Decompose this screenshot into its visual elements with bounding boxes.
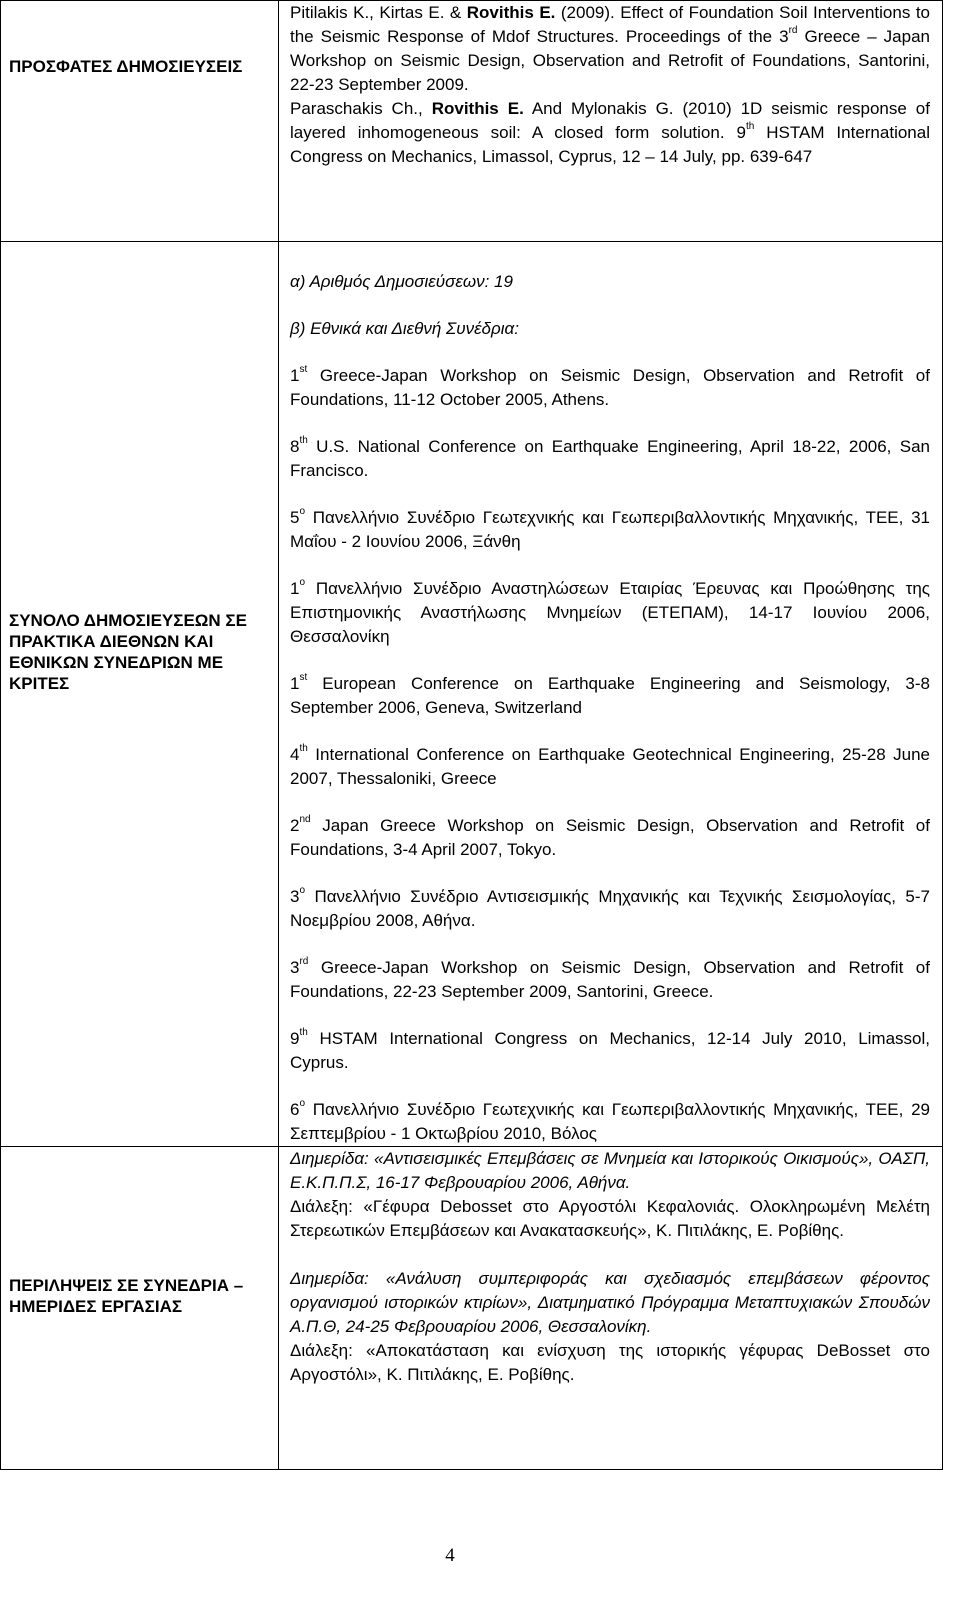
conference-text: Πανελλήνιο Συνέδριο Γεωτεχνικής και Γεωπεριβαλλοντικής Μηχανικής, ΤΕΕ, 29 Σεπτεμβρίου - 1 Οκτωβρίου 2010, Βόλος — [290, 1100, 930, 1143]
entry-authors: Paraschakis Ch., — [290, 99, 432, 118]
conference-text: Greece-Japan Workshop on Seismic Design, Observation and Retrofit of Foundations, 11-12 October 2005, Athens. — [290, 366, 930, 409]
conference-ordinal: 2 — [290, 816, 300, 835]
conference-ordinal: 3 — [290, 958, 300, 977]
conference-item — [290, 1098, 930, 1146]
conference-text: Πανελλήνιο Συνέδριο Γεωτεχνικής και Γεωπεριβαλλοντικής Μηχανικής, ΤΕΕ, 31 Μαΐου - 2 Ιουνίου 2006, Ξάνθη — [290, 508, 930, 551]
workshop-entry: Διημερίδα: «Ανάλυση συμπεριφοράς και σχεδιασμός επεμβάσεων φέροντος οργανισμού ιστορικών κτιρίων», Διατμηματικό Πρόγραμμα Μεταπτυχιακών Σπουδών Α.Π.Θ, 24-25 Φεβρουαρίου 2006, Θεσσαλονίκη. — [290, 1269, 930, 1336]
conference-item — [290, 506, 930, 554]
abstracts-label: ΠΕΡΙΛΗΨΕΙΣ ΣΕ ΣΥΝΕΔΡΙΑ – ΗΜΕΡΙΔΕΣ ΕΡΓΑΣΙΑΣ — [9, 1276, 244, 1316]
conference-ordinal: 5 — [290, 508, 300, 527]
conference-item — [290, 885, 930, 933]
conference-ordinal: 1 — [290, 579, 300, 598]
conference-ordinal-suffix: rd — [299, 956, 309, 968]
entry-authors: Pitilakis K., Kirtas E. & — [290, 3, 467, 22]
conference-item — [290, 743, 930, 791]
conference-ordinal: 3 — [290, 887, 300, 906]
entry-text: (2009). Effect of Foundation Soil Interventions to the Seismic Response of Mdof Structures. Proceedings of the 3 — [290, 3, 930, 46]
conference-ordinal-suffix: ο — [299, 1098, 306, 1110]
lecture-entry: Διάλεξη: «Αποκατάσταση και ενίσχυση της ιστορικής γέφυρας DeBosset στο Αργοστόλι», Κ. Πιτιλάκης, Ε. Ροβίθης. — [290, 1341, 930, 1384]
entry-text: And Mylonakis G. (2010) 1D seismic response of layered inhomogeneous soil: A closed form solution. 9 — [290, 99, 930, 142]
conference-item — [290, 956, 930, 1004]
conference-item — [290, 364, 930, 412]
conference-ordinal-suffix: th — [299, 743, 308, 755]
entry-text: Greece – Japan Workshop on Seismic Design, Observation and Retrofit of Foundations, Santorini, 22-23 September 2009. — [290, 27, 930, 94]
entry-text: HSTAM International Congress on Mechanics, Limassol, Cyprus, 12 – 14 July, pp. 639-647 — [290, 123, 930, 166]
conference-ordinal: 8 — [290, 437, 300, 456]
conference-ordinal-suffix: th — [299, 1027, 308, 1039]
conference-ordinal: 9 — [290, 1029, 300, 1048]
conference-text: Πανελλήνιο Συνέδριο Αντισεισμικής Μηχανικής και Τεχνικής Σεισμολογίας, 5-7 Νοεμβρίου 2008, Αθήνα. — [290, 887, 930, 930]
abstracts-row — [1, 1147, 943, 1470]
conferences-row — [1, 242, 943, 1147]
conference-ordinal-suffix: ο — [299, 506, 306, 518]
conference-text: Japan Greece Workshop on Seismic Design, Observation and Retrofit of Foundations, 3-4 April 2007, Tokyo. — [290, 816, 930, 859]
publication-entry — [290, 97, 930, 169]
conference-text: International Conference on Earthquake Geotechnical Engineering, 25-28 June 2007, Thessaloniki, Greece — [290, 745, 930, 788]
conference-text: Πανελλήνιο Συνέδριο Αναστηλώσεων Εταιρίας Έρευνας και Προώθησης της Επιστημονικής Αναστήλωσης Μνημείων (ΕΤΕΠΑΜ), 14-17 Ιουνίου 2006, Θεσσαλονίκη — [290, 579, 930, 646]
conference-item — [290, 577, 930, 649]
abstracts-label-cell — [1, 1147, 279, 1470]
conference-ordinal-suffix: nd — [299, 814, 311, 826]
conferences-label-cell — [1, 242, 279, 1147]
publications-count — [290, 270, 930, 294]
conferences-subheading: β) Εθνικά και Διεθνή Συνέδρια: — [290, 319, 519, 338]
conference-text: European Conference on Earthquake Engineering and Seismology, 3-8 September 2006, Geneva, Switzerland — [290, 674, 930, 717]
conference-ordinal-suffix: ο — [299, 577, 306, 589]
conference-ordinal: 1 — [290, 674, 300, 693]
conference-ordinal: 4 — [290, 745, 300, 764]
conference-item — [290, 672, 930, 720]
conference-ordinal: 6 — [290, 1100, 300, 1119]
entry-superscript: th — [745, 121, 755, 133]
conference-item — [290, 1027, 930, 1075]
recent-publications-label: ΠΡΟΣΦΑΤΕΣ ΔΗΜΟΣΙΕΥΣΕΙΣ — [9, 57, 243, 76]
entry-bold-author: Rovithis E. — [431, 99, 524, 118]
abstracts-content — [279, 1147, 943, 1470]
conference-ordinal-suffix: ο — [299, 885, 306, 897]
conference-item — [290, 435, 930, 483]
recent-publications-label-cell — [1, 1, 279, 242]
conference-ordinal: 1 — [290, 366, 300, 385]
lecture-entry: Διάλεξη: «Γέφυρα Debosset στο Αργοστόλι Κεφαλονιάς. Ολοκληρωμένη Μελέτη Στερεωτικών Επεμβάσεων και Ανακατασκευής», Κ. Πιτιλάκης, Ε. Ροβίθης. — [290, 1197, 930, 1240]
recent-publications-row — [1, 1, 943, 242]
page-number: 4 — [445, 1545, 455, 1566]
conference-ordinal-suffix: st — [299, 364, 308, 376]
workshop-entry: Διημερίδα: «Αντισεισμικές Επεμβάσεις σε Μνημεία και Ιστορικούς Οικισμούς», ΟΑΣΠ, Ε.Κ.Π.Π.Σ, 16-17 Φεβρουαρίου 2006, Αθήνα. — [290, 1149, 930, 1192]
conference-text: U.S. National Conference on Earthquake Engineering, April 18-22, 2006, San Francisco. — [290, 437, 930, 480]
conferences-content — [279, 242, 943, 1147]
entry-superscript: rd — [788, 25, 798, 37]
conference-ordinal-suffix: th — [299, 435, 308, 447]
publications-count-label: α) Αριθμός Δημοσιεύσεων: — [290, 272, 495, 291]
conferences-label: ΣΥΝΟΛΟ ΔΗΜΟΣΙΕΥΣΕΩΝ ΣΕ ΠΡΑΚΤΙΚΑ ΔΙΕΘΝΩΝ ΚΑΙ ΕΘΝΙΚΩΝ ΣΥΝΕΔΡΙΩΝ ΜΕ ΚΡΙΤΕΣ — [9, 611, 247, 693]
recent-publications-content — [279, 1, 943, 242]
publication-entry — [290, 1, 930, 97]
conference-text: HSTAM International Congress on Mechanics, 12-14 July 2010, Limassol, Cyprus. — [290, 1029, 930, 1072]
conference-item — [290, 814, 930, 862]
entry-bold-author: Rovithis E. — [466, 3, 556, 22]
conference-text: Greece-Japan Workshop on Seismic Design, Observation and Retrofit of Foundations, 22-23 September 2009, Santorini, Greece. — [290, 958, 930, 1001]
conference-ordinal-suffix: st — [299, 672, 308, 684]
conference-list — [290, 364, 930, 1146]
publications-count-value: 19 — [494, 272, 513, 291]
